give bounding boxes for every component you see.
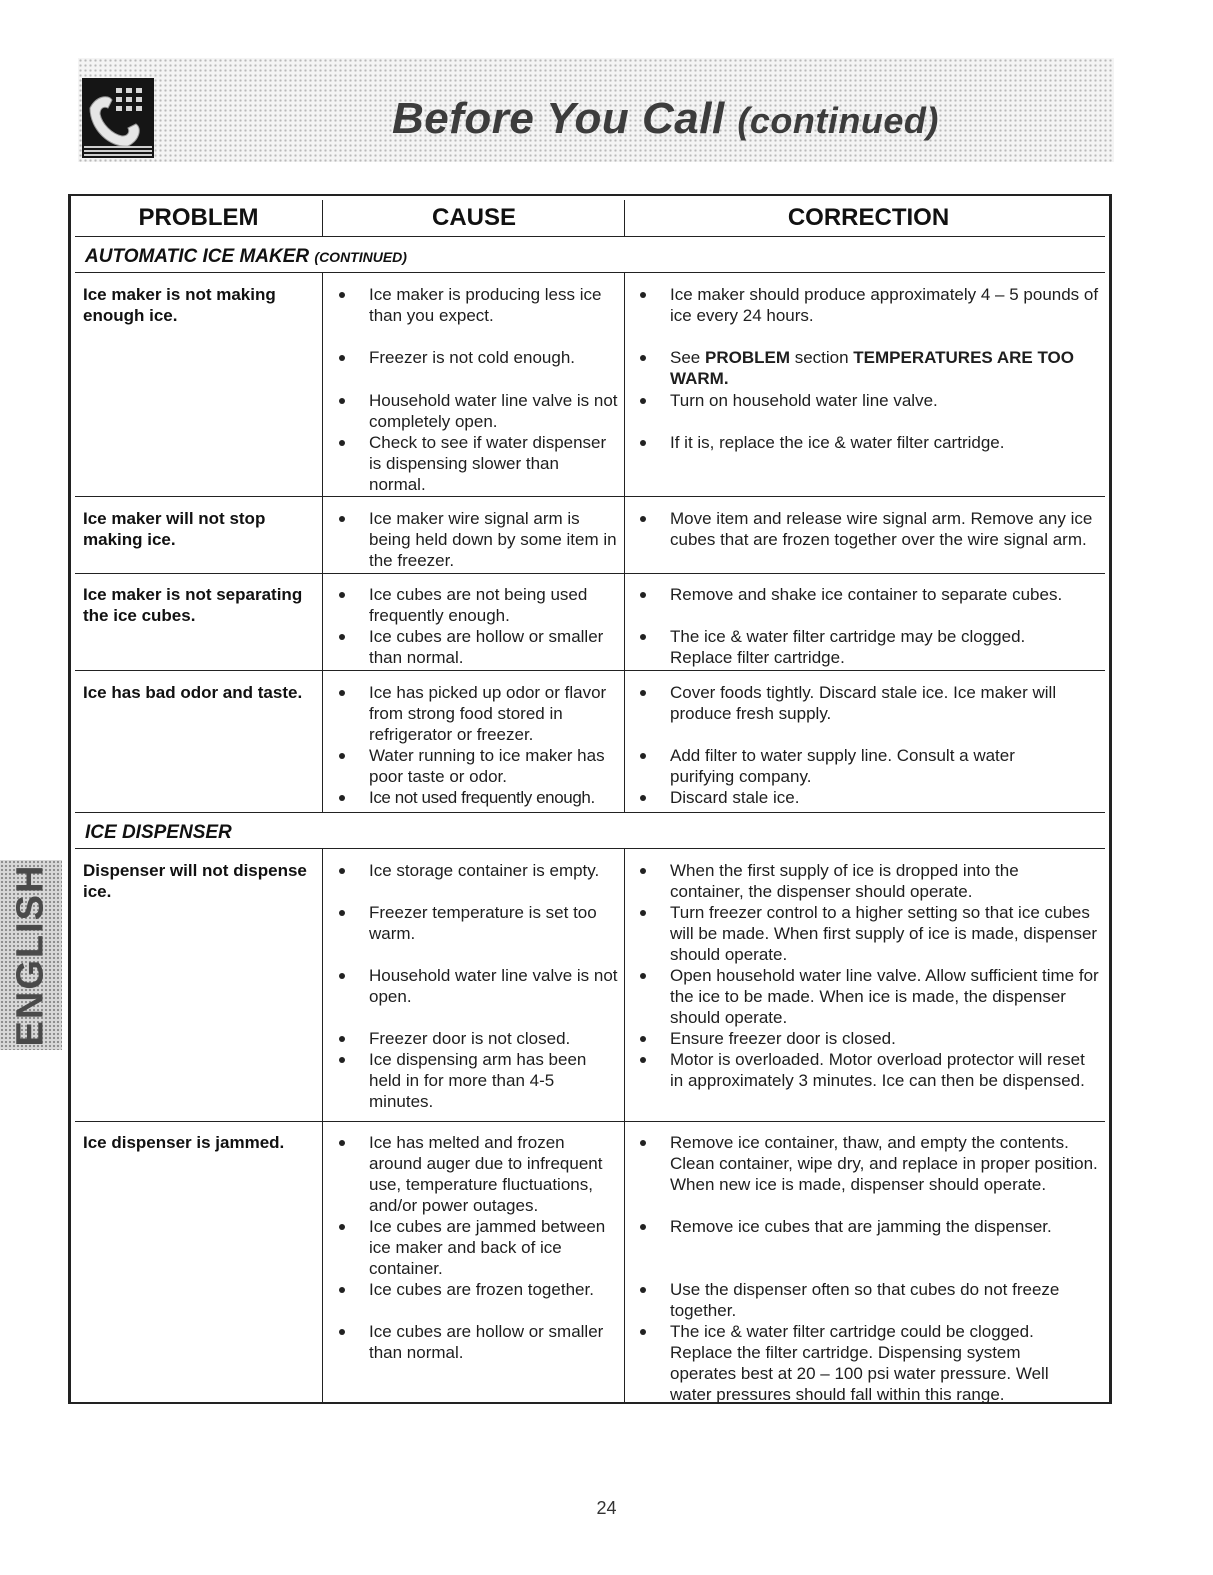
cause-cell: Ice cubes are frozen together. bbox=[369, 1280, 594, 1299]
bullet bbox=[339, 592, 345, 598]
bullet bbox=[640, 398, 646, 404]
correction-cell: Open household water line valve. Allow sufficient time for the ice to be made. When ice is made, the dispenser should operate. bbox=[670, 966, 1099, 1027]
bullet bbox=[339, 1329, 345, 1335]
bullet bbox=[339, 1224, 345, 1230]
bullet bbox=[640, 292, 646, 298]
correction-cell: Remove ice container, thaw, and empty the contents. Clean container, wipe dry, and replace in proper position. When new ice is made, dispenser should operate. bbox=[670, 1133, 1098, 1194]
cause-cell: Ice maker is producing less ice than you expect. bbox=[369, 285, 602, 325]
language-tab-label: ENGLISH bbox=[9, 863, 52, 1047]
bullet bbox=[339, 355, 345, 361]
bullet bbox=[339, 516, 345, 522]
bullet bbox=[640, 634, 646, 640]
bullet bbox=[339, 690, 345, 696]
bullet bbox=[339, 1140, 345, 1146]
problem-cell: Ice maker is not making enough ice. bbox=[83, 285, 276, 325]
cause-cell: Ice cubes are jammed between ice maker and back of ice container. bbox=[369, 1217, 606, 1278]
bullet bbox=[640, 690, 646, 696]
cause-cell: Ice maker wire signal arm is being held down by some item in the freezer. bbox=[369, 509, 617, 570]
bullet bbox=[640, 516, 646, 522]
bullet bbox=[640, 1140, 646, 1146]
bullet bbox=[339, 1036, 345, 1042]
correction-cell: The ice & water filter cartridge could be clogged. Replace the filter cartridge. Dispensing system operates best at 20 – 100 psi water pressure. Well water pressures should fall within this range. bbox=[670, 1322, 1049, 1404]
correction-cell: Remove ice cubes that are jamming the dispenser. bbox=[670, 1217, 1052, 1236]
problem-cell: Ice has bad odor and taste. bbox=[83, 683, 303, 702]
row-divider bbox=[75, 496, 1105, 497]
bullet bbox=[640, 973, 646, 979]
bullet bbox=[339, 292, 345, 298]
row-divider bbox=[75, 272, 1105, 273]
cause-cell: Ice not used frequently enough. bbox=[369, 788, 595, 807]
cause-cell: Household water line valve is not completely open. bbox=[369, 391, 618, 431]
bullet bbox=[339, 634, 345, 640]
row-divider bbox=[75, 573, 1105, 574]
correction-cell: Cover foods tightly. Discard stale ice. Ice maker will produce fresh supply. bbox=[670, 683, 1057, 723]
bullet bbox=[640, 355, 646, 361]
correction-cell: If it is, replace the ice & water filter cartridge. bbox=[670, 433, 1005, 452]
cause-cell: Freezer is not cold enough. bbox=[369, 348, 576, 367]
page-number: 24 bbox=[596, 1498, 617, 1518]
bullet bbox=[640, 1329, 646, 1335]
cause-cell: Household water line valve is not open. bbox=[369, 966, 618, 1006]
correction-cell: See PROBLEM section TEMPERATURES ARE TOO WARM. bbox=[670, 348, 1074, 388]
phone-icon bbox=[82, 78, 154, 158]
cause-cell: Freezer door is not closed. bbox=[369, 1029, 571, 1048]
bullet bbox=[339, 1057, 345, 1063]
cause-cell: Ice dispensing arm has been held in for more than 4-5 minutes. bbox=[369, 1050, 587, 1111]
page-title: Before You Call (continued) bbox=[392, 94, 939, 143]
col-divider bbox=[624, 200, 625, 236]
bullet bbox=[339, 1287, 345, 1293]
bullet bbox=[640, 753, 646, 759]
correction-cell: Discard stale ice. bbox=[670, 788, 800, 807]
correction-cell: When the first supply of ice is dropped into the container, the dispenser should operate. bbox=[670, 861, 1019, 901]
cause-cell: Ice has picked up odor or flavor from strong food stored in refrigerator or freezer. bbox=[369, 683, 607, 744]
correction-cell: Remove and shake ice container to separate cubes. bbox=[670, 585, 1063, 604]
correction-cell: Turn freezer control to a higher setting so that ice cubes will be made. When first supply of ice is made, dispenser should operate. bbox=[670, 903, 1098, 964]
correction-cell: Motor is overloaded. Motor overload protector will reset in approximately 3 minutes. Ice can then be dispensed. bbox=[670, 1050, 1085, 1090]
cause-cell: Ice cubes are hollow or smaller than normal. bbox=[369, 627, 604, 667]
cause-cell: Ice storage container is empty. bbox=[369, 861, 600, 880]
header-problem: PROBLEM bbox=[138, 204, 259, 231]
problem-cell: Dispenser will not dispense ice. bbox=[83, 861, 307, 901]
problem-cell: Ice dispenser is jammed. bbox=[83, 1133, 285, 1152]
col-divider bbox=[322, 848, 323, 1402]
row-divider bbox=[75, 236, 1105, 237]
correction-cell: Move item and release wire signal arm. Remove any ice cubes that are frozen together over the wire signal arm. bbox=[670, 509, 1093, 549]
section-title: AUTOMATIC ICE MAKER (CONTINUED) bbox=[85, 246, 407, 267]
correction-cell: Ice maker should produce approximately 4 – 5 pounds of ice every 24 hours. bbox=[670, 285, 1099, 325]
cause-cell: Freezer temperature is set too warm. bbox=[369, 903, 597, 943]
row-divider bbox=[75, 670, 1105, 671]
bullet bbox=[640, 1287, 646, 1293]
bullet bbox=[640, 440, 646, 446]
row-divider bbox=[75, 1121, 1105, 1122]
bullet bbox=[640, 1057, 646, 1063]
bullet bbox=[640, 910, 646, 916]
cause-cell: Check to see if water dispenser is dispensing slower than normal. bbox=[369, 433, 607, 494]
bullet bbox=[640, 592, 646, 598]
bullet bbox=[339, 440, 345, 446]
cause-cell: Ice has melted and frozen around auger due to infrequent use, temperature fluctuations, and/or power outages. bbox=[369, 1133, 603, 1215]
bullet bbox=[339, 398, 345, 404]
correction-cell: The ice & water filter cartridge may be clogged. Replace filter cartridge. bbox=[670, 627, 1026, 667]
correction-cell: Use the dispenser often so that cubes do not freeze together. bbox=[670, 1280, 1060, 1320]
bullet bbox=[339, 795, 345, 801]
bullet bbox=[339, 868, 345, 874]
col-divider bbox=[322, 200, 323, 236]
bullet bbox=[640, 1224, 646, 1230]
bullet bbox=[339, 910, 345, 916]
correction-cell: Turn on household water line valve. bbox=[670, 391, 938, 410]
cause-cell: Ice cubes are hollow or smaller than normal. bbox=[369, 1322, 604, 1362]
bullet bbox=[640, 795, 646, 801]
troubleshooting-table bbox=[68, 194, 1112, 1404]
problem-cell: Ice maker is not separating the ice cubes. bbox=[83, 585, 303, 625]
problem-cell: Ice maker will not stop making ice. bbox=[83, 509, 266, 549]
correction-cell: Add filter to water supply line. Consult a water purifying company. bbox=[670, 746, 1015, 786]
header-correction: CORRECTION bbox=[787, 204, 950, 231]
col-divider bbox=[624, 848, 625, 1402]
row-divider bbox=[75, 848, 1105, 849]
section-title: ICE DISPENSER bbox=[85, 822, 232, 843]
bullet bbox=[339, 753, 345, 759]
col-divider bbox=[624, 272, 625, 812]
correction-cell: Ensure freezer door is closed. bbox=[670, 1029, 896, 1048]
bullet bbox=[640, 868, 646, 874]
bullet bbox=[339, 973, 345, 979]
cause-cell: Water running to ice maker has poor taste or odor. bbox=[369, 746, 605, 786]
header-cause: CAUSE bbox=[431, 204, 516, 231]
bullet bbox=[640, 1036, 646, 1042]
row-divider bbox=[75, 812, 1105, 813]
cause-cell: Ice cubes are not being used frequently enough. bbox=[369, 585, 588, 625]
